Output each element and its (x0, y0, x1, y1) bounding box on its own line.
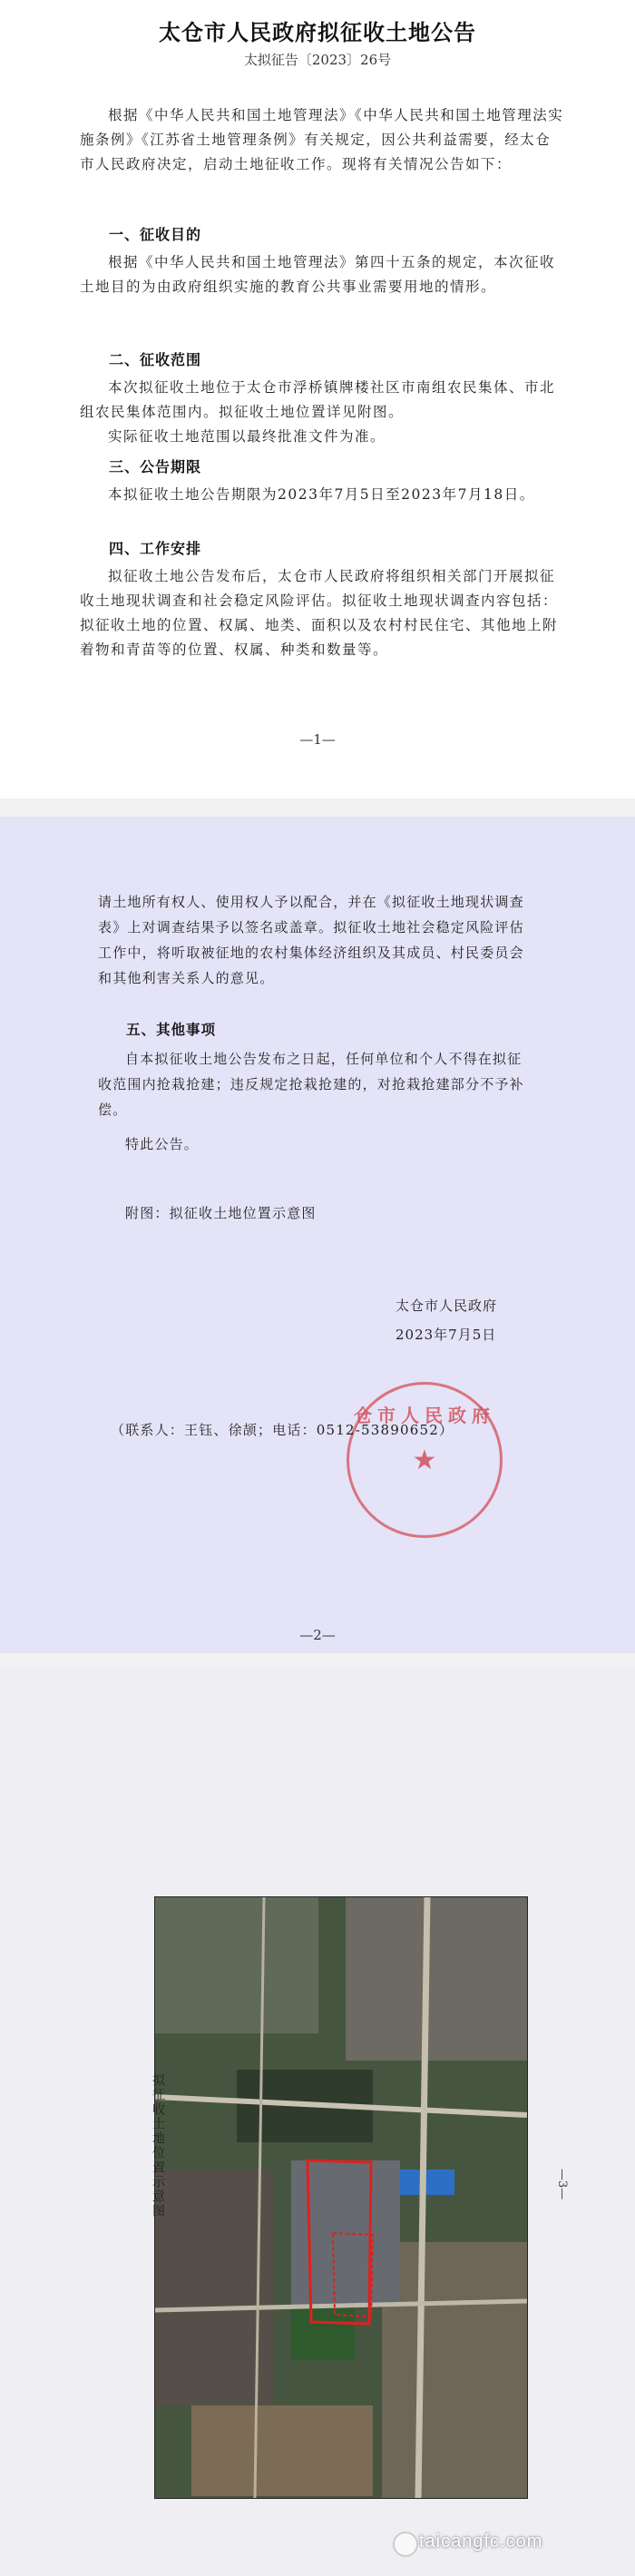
section-heading-scope: 二、征收范围 (109, 351, 202, 368)
official-seal (347, 1382, 503, 1538)
page-number-1: —1— (299, 731, 336, 748)
notice-title: 太仓市人民政府拟征收土地公告 (159, 19, 476, 45)
page-divider (0, 1653, 635, 1670)
page-1 (0, 0, 635, 798)
signing-organization: 太仓市人民政府 (396, 1298, 498, 1314)
purpose-paragraph: 根据《中华人民共和国土地管理法》第四十五条的规定，本次征收土地目的为由政府组织实施的教育公共事业需要用地的情形。 (80, 254, 556, 295)
section-heading-period: 三、公告期限 (109, 458, 202, 475)
contact-info: （联系人：王钰、徐颉；电话：0512-53890652） (111, 1422, 454, 1438)
signing-date: 2023年7月5日 (396, 1327, 497, 1343)
section-heading-arrangement: 四、工作安排 (109, 540, 202, 557)
watermark-logo-icon (393, 2532, 418, 2557)
intro-paragraph: 根据《中华人民共和国土地管理法》《中华人民共和国土地管理法实施条例》《江苏省土地管理条例》有关规定，因公共利益需要，经太仓市人民政府决定，启动土地征收工作。现将有关情况公告如下： (80, 107, 564, 172)
page-number-2: —2— (299, 1627, 336, 1643)
site-watermark: taicangfc.com (419, 2532, 543, 2552)
closing-line: 特此公告。 (125, 1136, 200, 1152)
period-paragraph: 本拟征收土地公告期限为2023年7月5日至2023年7月18日。 (108, 486, 535, 503)
site-location-map (154, 1896, 528, 2499)
document-number: 太拟征告〔2023〕26号 (243, 52, 392, 68)
continued-paragraph: 请土地所有权人、使用权人予以配合，并在《拟征收土地现状调查表》上对调查结果予以签名或盖章。拟征收土地社会稳定风险评估工作中，将听取被征地的农村集体经济组织及其成员、村民委员会和其他利害关系人的意见。 (98, 894, 524, 986)
other-paragraph: 自本拟征收土地公告发布之日起，任何单位和个人不得在拟征收范围内抢栽抢建；违反规定抢栽抢建的，对抢栽抢建部分不予补偿。 (98, 1051, 524, 1118)
arrangement-paragraph: 拟征收土地公告发布后，太仓市人民政府将组织相关部门开展拟征收土地现状调查和社会稳定风险评估。拟征收土地现状调查内容包括：拟征收土地的位置、权属、地类、面积以及农村村民住宅、其他地上附着物和青苗等的位置、权属、种类和数量等。 (80, 568, 559, 658)
section-heading-other: 五、其他事项 (126, 1021, 217, 1038)
map-caption: 拟征收土地位置示意图 (151, 2073, 165, 2218)
scope-note: 实际征收土地范围以最终批准文件为准。 (108, 428, 386, 445)
page-number-3: —3— (555, 2169, 569, 2200)
seal-star-icon: ★ (412, 1445, 437, 1476)
scope-paragraph: 本次拟征收土地位于太仓市浮桥镇牌楼社区市南组农民集体、市北组农民集体范围内。拟征收土地位置详见附图。 (80, 379, 556, 420)
aerial-image (155, 1897, 527, 2498)
attachment-note: 附图：拟征收土地位置示意图 (125, 1205, 317, 1221)
page-divider (0, 798, 635, 817)
seal-text: 仓市人民政府 (354, 1405, 495, 1426)
section-heading-purpose: 一、征收目的 (109, 226, 202, 243)
